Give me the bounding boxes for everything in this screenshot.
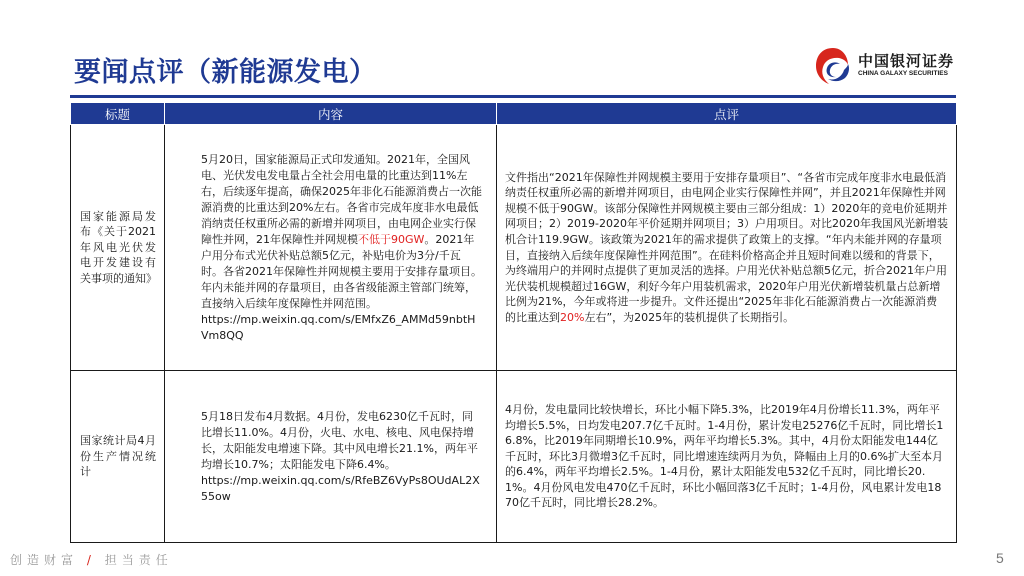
company-logo <box>814 46 964 90</box>
page-title: 要闻点评（新能源发电） <box>74 57 377 88</box>
table-row <box>71 125 957 371</box>
footer-slogan <box>10 551 173 568</box>
comment-text: 文件指出“2021年保障性并网规模主要用于安排存量项目”、“各省市完成年度非水电最低消纳责任权重所必需的新增并网项目，由电网企业实行保障性并网”，并且2021年保障性并网规模不低于90GW。该部分保障性并网规模主要由三部分组成：1）2020年的竞电价延期并网项目；2）2019-2020年平价延期并网项目；3）户用项目。对比2020年我国风光新增装机合计119.9GW。该政策为2021年的需求提供了政策上的支撑。“年内未能并网的存量项目，直接纳入后续年度保障性并网范围”。在硅料价格高企并且短时间难以缓和的背景下，为终端用户的并网时点提供了更加灵活的选择。户用光伏补贴总额5亿元，折合2021年户用光伏装机规模超过16GW，利好今年户用装机需求，2020年户用光伏新增装机量占总新增比例为21%，今年或将进一步提升。文件还提出“2025年非化石能源消费占一次能源消费的比重达到 <box>505 170 948 324</box>
content-text: 5月20日，国家能源局正式印发通知。2021年，全国风电、光伏发电发电量占全社会用电量的比重达到11%左右，后续逐年提高，确保2025年非化石能源消费占一次能源消费的比重达到20%左右。各省市完成年度非水电最低消纳责任权重所必需的新增并网项目，由电网企业实行保障性并网，21年保障性并网规模 <box>201 152 482 246</box>
row-content <box>165 150 496 346</box>
page-number: 5 <box>996 550 1004 566</box>
logo-english-name: CHINA GALAXY SECURITIES <box>858 70 948 77</box>
row-title: 国家能源局发布《关于2021年风电光伏发电开发建设有关事项的通知》 <box>80 209 157 285</box>
row-title-cell <box>71 125 165 371</box>
row-content-cell <box>165 371 497 543</box>
row-comment <box>497 168 956 328</box>
slogan-right: 担当责任 <box>104 553 173 567</box>
row-comment: 4月份，发电量同比较快增长，环比小幅下降5.3%，比2019年4月份增长11.3%，两年平均增长5.5%，日均发电207.7亿千瓦时。1-4月份，累计发电25276亿千瓦时，同比增长16.8%，比2019年同期增长10.9%，两年平均增长5.3%。其中，4月份太阳能发电144亿千瓦时，环比3月微增3亿千瓦时，同比增速连续两月为负，降幅由上月的0.6%扩大至本月的6.4%，两年平均增长2.5%。1-4月份，累计太阳能发电532亿千瓦时，同比增长20.1%。4月份风电发电470亿千瓦时，环比小幅回落3亿千瓦时；1-4月份，风电累计发电1870亿千瓦时，同比增长28.2%。 <box>505 402 944 510</box>
comment-highlight: 20% <box>560 310 585 324</box>
news-table <box>70 102 957 543</box>
title-divider <box>70 95 956 98</box>
header-comment: 点评 <box>497 103 957 125</box>
slogan-slash: / <box>86 553 96 567</box>
galaxy-logo-icon <box>814 46 852 86</box>
table-row <box>71 371 957 543</box>
content-text: 5月18日发布4月数据。4月份，发电6230亿千瓦时，同比增长11.0%。4月份，火电、水电、核电、风电保持增长，太阳能发电增速下降。其中风电增长21.1%，两年平均增长10.7%；太阳能发电下降6.4%。 <box>201 409 478 471</box>
row-title-cell <box>71 371 165 543</box>
content-text: 。2021年户用分布式光伏补贴总额5亿元，补贴电价为3分/千瓦时。各省2021年保障性并网规模主要用于安排存量项目。年内未能并网的存量项目，由各省级能源主管部门统筹，直接纳入后续年度保障性并网范围。 <box>201 232 482 310</box>
row-comment-cell <box>497 371 957 543</box>
source-link[interactable]: https://mp.weixin.qq.com/s/EMfxZ6_AMMd59nbtHVm8QQ <box>201 312 476 342</box>
header-title: 标题 <box>71 103 165 125</box>
row-comment-cell <box>497 125 957 371</box>
row-content <box>165 407 496 507</box>
header-content: 内容 <box>165 103 497 125</box>
slogan-left: 创造财富 <box>10 553 79 567</box>
comment-text: 左右”，为2025年的装机提供了长期指引。 <box>584 310 795 324</box>
source-link[interactable]: https://mp.weixin.qq.com/s/RfeBZ6VyPs8OUdAL2X55ow <box>201 473 480 503</box>
logo-chinese-name: 中国银河证券 <box>858 52 955 70</box>
row-content-cell <box>165 125 497 371</box>
table-header-row <box>71 103 957 125</box>
content-highlight: 不低于90GW <box>358 232 425 246</box>
row-title: 国家统计局4月份生产情况统计 <box>80 434 156 479</box>
